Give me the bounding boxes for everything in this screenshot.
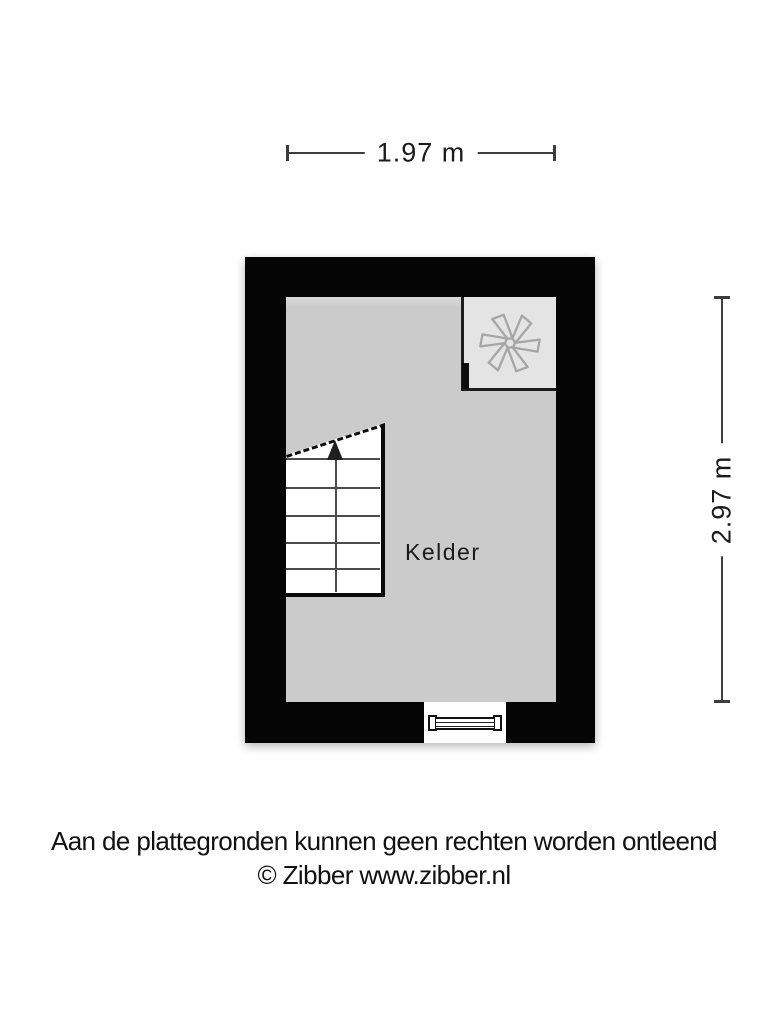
floorplan-walls bbox=[245, 257, 595, 743]
footer bbox=[0, 824, 768, 892]
window-glazing bbox=[436, 717, 494, 730]
window-jamb-right bbox=[493, 715, 502, 731]
room-label: Kelder bbox=[405, 539, 481, 565]
dimension-height bbox=[706, 296, 737, 703]
footer-copyright: © Zibber www.zibber.nl bbox=[257, 860, 511, 890]
dimension-width bbox=[286, 137, 556, 168]
stair-tread bbox=[286, 568, 380, 570]
stair-tread bbox=[286, 515, 380, 517]
window-glazing-line bbox=[436, 722, 494, 723]
window-opening bbox=[424, 702, 506, 743]
stair-bottom-edge bbox=[286, 593, 385, 597]
dimension-height-tick-top bbox=[714, 296, 730, 299]
window-glazing-line bbox=[436, 726, 494, 727]
room-floor bbox=[286, 297, 556, 702]
stair-tread bbox=[286, 487, 380, 489]
fan-icon bbox=[477, 310, 543, 376]
footer-disclaimer: Aan de plattegronden kunnen geen rechten worden ontleend bbox=[50, 826, 718, 856]
stair-walkline bbox=[335, 459, 337, 592]
dimension-width-tick-right bbox=[553, 145, 556, 161]
ventilation-unit bbox=[461, 297, 556, 391]
dimension-height-label: 2.97 m bbox=[707, 443, 738, 556]
staircase bbox=[286, 423, 385, 597]
stair-tread bbox=[286, 542, 380, 544]
stairs-up-arrow-icon bbox=[327, 440, 343, 460]
dimension-width-label: 1.97 m bbox=[365, 138, 478, 169]
dimension-width-tick-left bbox=[286, 145, 289, 161]
stair-right-edge bbox=[381, 423, 385, 597]
ventilation-unit-wall-stub bbox=[462, 363, 469, 389]
dimension-height-tick-bottom bbox=[714, 700, 730, 703]
